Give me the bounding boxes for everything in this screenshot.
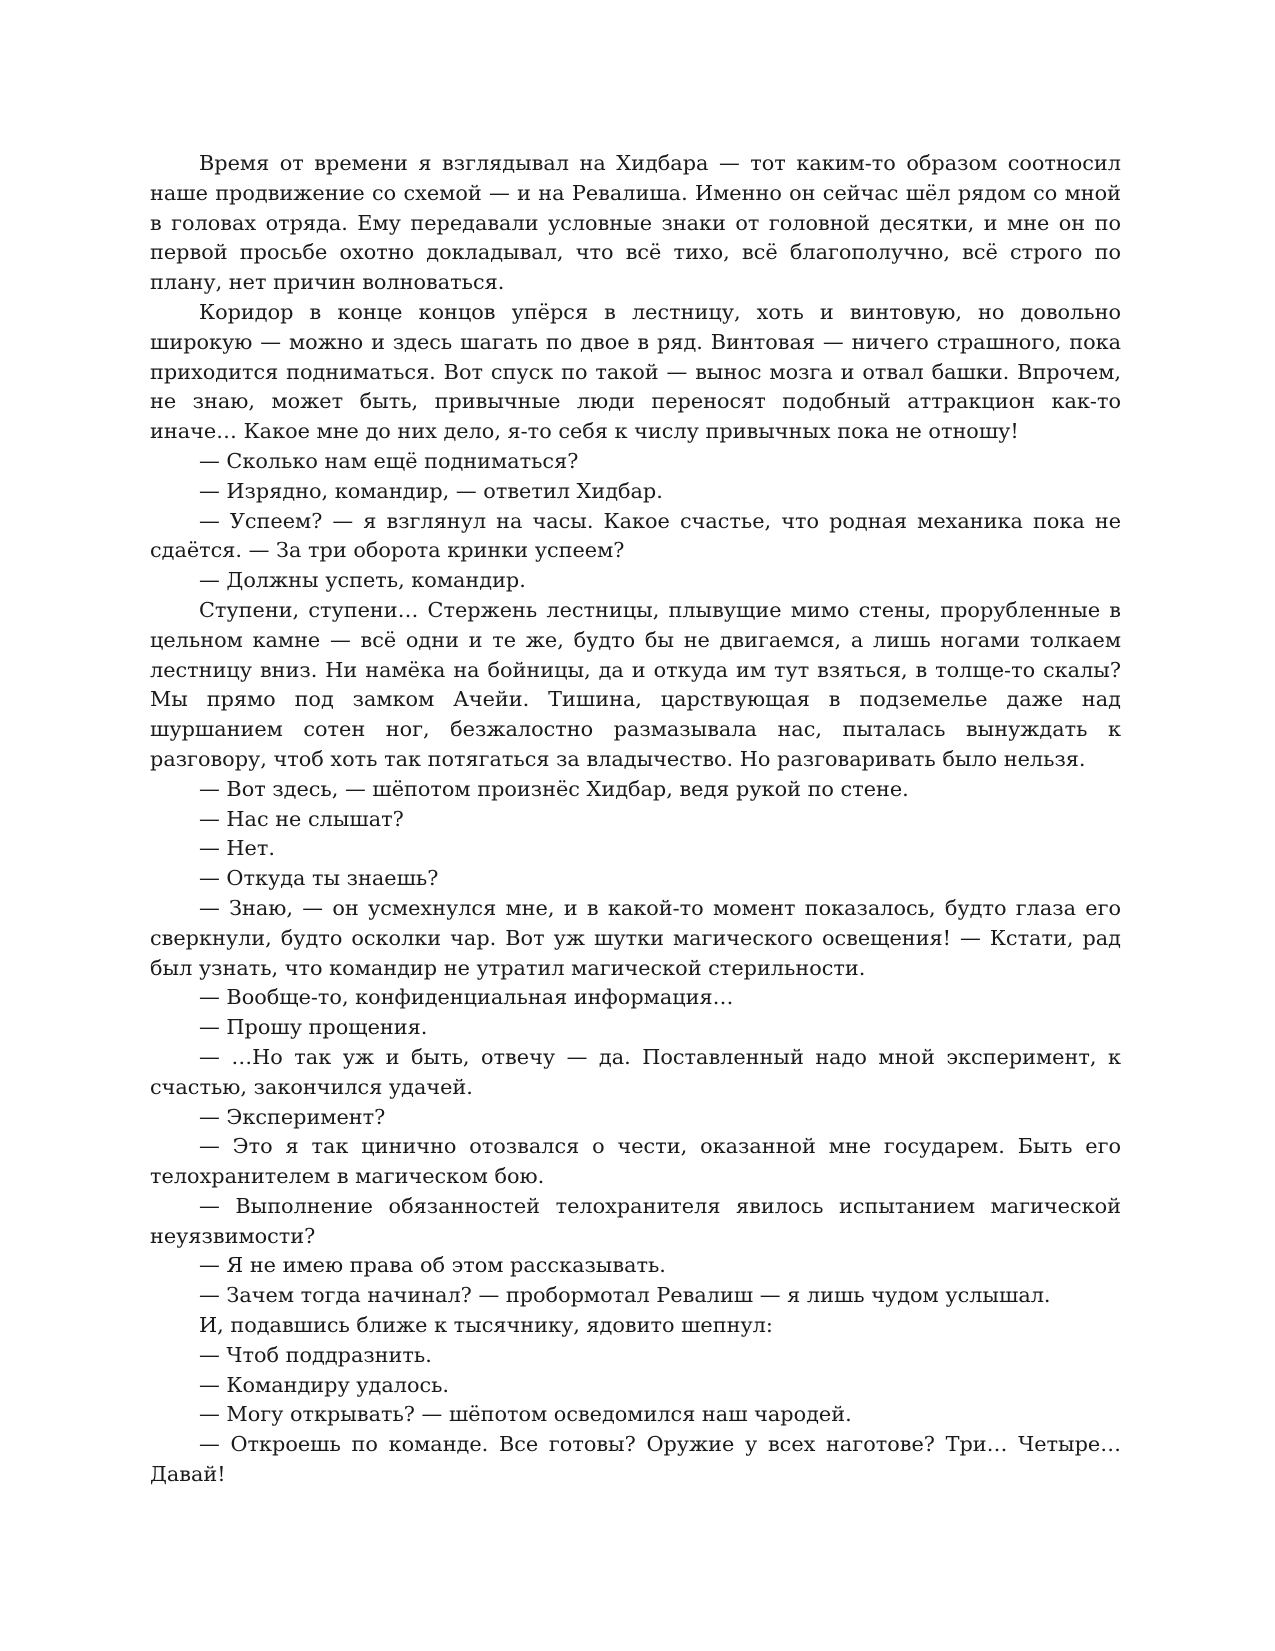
paragraph: — Я не имею права об этом рассказывать. xyxy=(199,1253,666,1278)
paragraph: — Командиру удалось. xyxy=(199,1372,450,1397)
paragraph: Коридор в конце концов упёрся в лестницу, хоть и винтовую, но довольно широкую — можно и здесь шагать по двое в ряд. Винтовая — ничего страшного, пока приходится подниматься. Вот спуск по такой — вынос мозга и отвал башки. Впрочем, не знаю, может быть, привычные люди переносят подобный аттракцион как-то иначе… Какое мне до них дело, я-то себя к числу привычных пока не отношу! xyxy=(150,299,1121,444)
page-text xyxy=(150,149,1121,1490)
paragraph: — Могу открывать? — шёпотом осведомился наш чародей. xyxy=(199,1402,852,1427)
paragraph: Ступени, ступени… Стержень лестницы, плывущие мимо стены, прорубленные в цельном камне — всё одни и те же, будто бы не двигаемся, а лишь ногами толкаем лестницу вниз. Ни намёка на бойницы, да и откуда им тут взяться, в толще-то скалы? Мы прямо под замком Ачейи. Тишина, царствующая в подземелье даже над шуршанием сотен ног, безжалостно размазывала нас, пыталась вынуждать к разговору, чтоб хоть так потягаться за владычество. Но разговаривать было нельзя. xyxy=(150,597,1121,771)
paragraph: — …Но так уж и быть, отвечу — да. Поставленный надо мной эксперимент, к счастью, закончился удачей. xyxy=(150,1044,1121,1099)
paragraph: — Успеем? — я взглянул на часы. Какое счастье, что родная механика пока не сдаётся. — За три оборота кринки успеем? xyxy=(150,508,1121,563)
paragraph: И, подавшись ближе к тысячнику, ядовито шепнул: xyxy=(199,1313,773,1338)
paragraph: — Выполнение обязанностей телохранителя явилось испытанием магической неуязвимости? xyxy=(150,1193,1121,1248)
paragraph: — Нас не слышат? xyxy=(199,806,404,831)
paragraph: — Вообще-то, конфиденциальная информация… xyxy=(199,985,734,1010)
paragraph: — Чтоб поддразнить. xyxy=(199,1342,432,1367)
paragraph: — Зачем тогда начинал? — пробормотал Ревалиш — я лишь чудом услышал. xyxy=(199,1283,1051,1308)
paragraph: — Прошу прощения. xyxy=(199,1015,428,1040)
paragraph: — Эксперимент? xyxy=(199,1104,386,1129)
paragraph: Время от времени я взглядывал на Хидбара — тот каким-то образом соотносил наше продвижение со схемой — и на Ревалиша. Именно он сейчас шёл рядом со мной в головах отряда. Ему передавали условные знаки от головной десятки, и мне он по первой просьбе охотно докладывал, что всё тихо, всё благополучно, всё строго по плану, нет причин волноваться. xyxy=(150,151,1121,295)
paragraph: — Нет. xyxy=(199,836,275,861)
paragraph: — Откроешь по команде. Все готовы? Оружие у всех наготове? Три… Четыре… Давай! xyxy=(150,1432,1121,1487)
paragraph: — Это я так цинично отозвался о чести, оказанной мне государем. Быть его телохранителем в магическом бою. xyxy=(150,1134,1121,1189)
paragraph: — Вот здесь, — шёпотом произнёс Хидбар, ведя рукой по стене. xyxy=(199,776,909,801)
paragraph: — Откуда ты знаешь? xyxy=(199,866,439,891)
paragraph: — Сколько нам ещё подниматься? xyxy=(199,448,579,473)
paragraph: — Знаю, — он усмехнулся мне, и в какой-то момент показалось, будто глаза его сверкнули, будто осколки чар. Вот уж шутки магического освещения! — Кстати, рад был узнать, что командир не утратил магической стерильности. xyxy=(150,895,1121,980)
paragraph: — Должны успеть, командир. xyxy=(199,568,526,593)
paragraph: — Изрядно, командир, — ответил Хидбар. xyxy=(199,478,663,503)
